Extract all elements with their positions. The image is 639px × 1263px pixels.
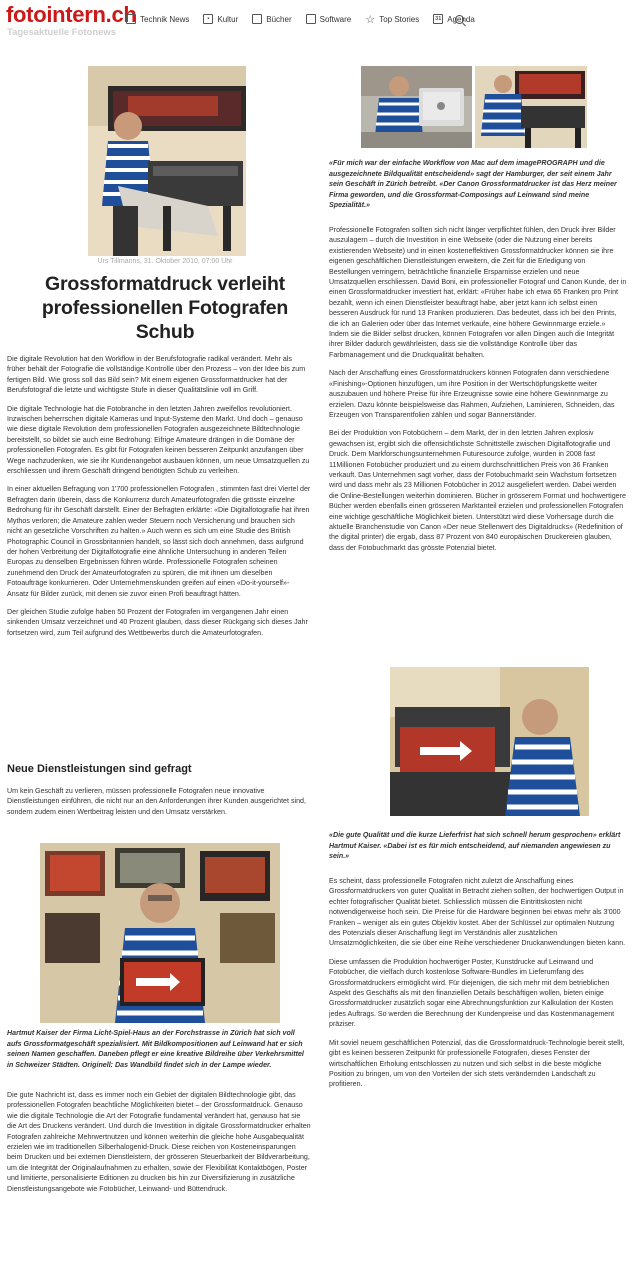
nav-label: Kultur (217, 14, 239, 24)
site-logo[interactable]: fotointern.ch (6, 2, 137, 27)
photo-printer-left-image (88, 66, 246, 256)
left-column-good-news (7, 1090, 311, 1202)
photo-man-holding-print (40, 843, 280, 1023)
paragraph: Der gleichen Studie zufolge haben 50 Prozent der Fotografen im vergangenen Jahr einen sinkenden Umsatz verzeichnet und 40 Prozent glauben, dass dieser Rückgang sich dieses Jahr fortsetzen wird, zum Teil aufgrund des Wettbewerbs durch die Amateurfotografen. (7, 607, 308, 637)
right-column-conclusion (329, 876, 627, 1098)
paragraph: Es scheint, dass professionelle Fotografen nicht zuletzt die Anschaffung eines Grossformatdruckers von guter Qualität in Betracht ziehen sollten, der hochwertigen Output in echter fotografischer Qualität bietet. Schliesslich müssen die Eintrittskosten nicht notwendigerweise hoch sein. Die Preise für die Hardware beginnen bei etwas mehr als 3'000 Franken – weniger als ein gutes Objektiv kostet. Aber der Schlüssel zur optimalen Nutzung des Potenzials dieser Anschaffung liegt im Verständnis aller zusätzlichen Umsatzmöglichkeiten, die sie über eine Reihe verschiedener Druckanwendungen bieten kann. (329, 877, 626, 948)
tablet-icon (126, 14, 136, 24)
left-column-intro (7, 354, 311, 646)
photo-printer-right-image (475, 66, 587, 148)
photo-printer-output (390, 667, 589, 816)
nav-label: Bücher (266, 14, 292, 24)
calendar-icon: 31 (435, 16, 442, 22)
paragraph: Um kein Geschäft zu verlieren, müssen professionelle Fotografen neue innovative Dienstleistungen einführen, die nicht nur an den Anforderungen ihrer Kunden ausgerichtet sind, sondern zudem einen Wertbeitrag leisten und den Umsatz verstärken. (7, 787, 306, 816)
site-tagline: Tagesaktuelle Fotonews (7, 27, 117, 38)
photo-printer-left (88, 66, 246, 256)
article-title: Grossformatdruck verleiht professionellen Fotografen Schub (41, 273, 289, 343)
paragraph: In einer aktuellen Befragung von 1'700 professionellen Fotografen , stimmten fast drei Viertel der Befragten darin überein, dass die Konkurrenz durch Amateurfotografen die grösste einzelne Bedrohung für ihr Geschäft darstellt. Einer der Befragten erklärte: «Die Digitalfotografie hat ihren Mythos verloren; die Amateure zahlen weder Steuern noch Versicherung und brauchen sich nicht an gesetzliche Vorschriften zu halten.» Auch wenn es sich um eine Studie des British Photographic Council in Grossbritannien handelt, so lässt sich doch annehmen, dass aufgrund der hohen Verbreitung der Digitalfotografie eine ähnliche Untersuchung in anderen Teilen Europas zu denselben Ergebnissen führen würde. Professionelle Fotografen scheinen zunehmend den Druck der Amateurfotografen zu spüren, die mit ihnen um dieselben Fotoaufträge konkurrieren. Oder Unternehmenskunden greifen auf einen «Do-it-yourself»-Ansatz für Bilder zurück, mit denen sie zuvor einen Profi beauftragt hätten. (7, 485, 311, 598)
right-column-main (329, 225, 627, 561)
paragraph: Die digitale Revolution hat den Workflow in der Berufsfotografie radikal verändert. Mehr als früher behält der Fotografie die vollständige Kontrolle über den Prozess – von der Idee bis zum fertigen Bild. Wie gross soll das Bild sein? Mit einem eigenen Grossformatdrucker hat der Berufsfotograf die letzte und wichtigste Stufe in dieser Qualitätslinie voll im Griff. (7, 355, 306, 395)
nav-item-technik-news[interactable] (126, 14, 189, 24)
paragraph: Professionelle Fotografen sollten sich nicht länger verpflichtet fühlen, den Druck ihrer Bilder auszulagern – durch die Investition in eine Webseite (oder die Nutzung einer bereits existierenden Webseite) und in einen kosteneffektiven Grossformatdrucker können sie ihre eigenen geschäftlichen Dienstleistungen erweitern, die Zeit für die Erledigung von Bestellungen verringern, beträchtliche finanzielle Ersparnisse erzielen und neue Umsatzquellen erschliessen. David Boni, ein professioneller Fotograf und Canon Kunde, der in einen Grossformatdrucker investiert hat, erklärt: «Früher habe ich etwa 65 Franken pro Print bezahlt, wenn ich einen Dienstleister beauftragt habe, aber jetzt kann ich selbst einen besseren Ausdruck für rund 13 Franken produzieren. Das bedeutet, dass ich bei den Prints, die ich an Galerien oder über das Internet verkaufe, eine höhere Gewinnmarge erziele.» Indem sie die Bilder selbst drucken, können Fotografen vor allen Dingen auch die Integrität ihrer Bilder dadurch gewährleisten, dass sie die vollständige Kontrolle über das Farbmanagement und die Druckqualität behalten. (329, 226, 627, 359)
photo-printer-right (475, 66, 587, 148)
nav-item-kultur[interactable] (203, 14, 238, 24)
nav-label: Top Stories (379, 14, 420, 24)
section-heading: Neue Dienstleistungen sind gefragt (7, 763, 192, 775)
photo-printer-output-image (390, 667, 589, 816)
search-icon[interactable] (455, 15, 464, 24)
article-byline: Urs Tillmanns, 31. Oktober 2010, 07:00 Uhr (97, 258, 233, 265)
star-icon: ☆ (365, 14, 376, 26)
photo-mac-workstation-image (361, 66, 472, 148)
picture-icon: ▪ (203, 14, 213, 24)
paragraph: Bei der Produktion von Fotobüchern – dem Markt, der in den letzten Jahren explosiv gewachsen ist, ergibt sich die offensichtlichste Schnittstelle zwischen Digitalfotografie und Druck. Dem Markforschungsunternehmen Futuresource zufolge, wurden in 2008 fast 11Millionen Fotobücher produziert und zu einem durchschnittlichen Preis von 36 Franken verkauft. Das Unternehmen sagt vorher, dass der Fotobuchmarkt sein Wachstum fortsetzen wird und dass mehr als 23 Millionen Fotobücher in 2012 ausgeliefert werden. Dabei werden die Online-Bestellungen weiterhin dominieren. Bücher in grösserem Format und hochwertigere Bücher werden ebenfalls einen grösseren Marktanteil erzielen und professionellen Fotografen eine wichtige geschäftliche Möglichkeit bieten. Unterstützt wird diese Vorhersage durch die aktuelle Branchenstudie von Canon «Der neue Stellenwert des Digitaldrucks» (Redefinition of the digital printer) die ergab, dass 87 Prozent von 840 europäischen Druckereien glauben, dass der Fotobuchmarkt das grösste Potenzial bietet. (329, 429, 626, 552)
photo-mac-workstation (361, 66, 472, 148)
paragraph: Die digitale Technologie hat die Fotobranche in den letzten Jahren zweifellos revolutioniert. Inzwischen beherrschen digitale Kameras und Input-Systeme den Markt. Und doch – genauso wie diese digitale Revolution dem professionellen Fotografen ausgezeichnete Bildtechnologie bereitstellt, so bildet sie auch eine Bedrohung: Eifrige Amateure drängen in die Domäne der professionellen Fotografen. Es gibt für Fotografen keinen besseren Zeitpunkt anzufangen über Wege nachzudenken, wie sie ihr Kundenangebot ausbauen können, um neue Umsatzquellen zu erschliessen und ihrem Geschäft dringend benötigten Schub zu verleihen. (7, 404, 310, 476)
photo-caption-right-top: «Für mich war der einfache Workflow von Mac auf dem imagePROGRAPH und die ausgezeichnete Bildqualität entscheidend» sagt der Hamburger, der seit einem Jahr sein Geschäft in Zürich betreibt. «Der Canon Grossformatdrucker ist das Herz meiner Firma geworden, und die Grossformat-Composings auf Leinwand sind meine Spezialität.» (329, 159, 617, 210)
site-header (0, 0, 639, 44)
laptop-icon (306, 14, 316, 24)
nav-item-top-stories[interactable] (365, 15, 419, 24)
photo-caption-right-bottom: «Die gute Qualität und die kurze Lieferfrist hat sich schnell herum gesprochen» erklärt Hartmut Kaiser. «Dabei ist es für mich entscheidend, auf niemanden angewiesen zu sein.» (329, 831, 621, 861)
photo-man-holding-print-image (40, 843, 280, 1023)
photo-caption-left: Hartmut Kaiser der Firma Licht-Spiel-Haus an der Forchstrasse in Zürich hat sich voll aufs Grossformatgeschäft spezialisiert. Mit Bildkompositionen auf Leinwand hat er sich seinen Namen geschaffen. Daneben pflegt er eine kreative Bildreihe über Verkehrsmittel in Schweizer Städten. Originell: Das Wandbild findet sich in der Lampe wieder. (7, 1029, 304, 1069)
book-icon (252, 14, 262, 24)
nav-label: Agenda (447, 14, 475, 24)
paragraph: Diese umfassen die Produktion hochwertiger Poster, Kunstdrucke auf Leinwand und Fotobücher, die vielfach durch kostenlose Software-Bundles im Lieferumfang des Grossformatdruckers ermöglicht wird. Für diejenigen, die sich mehr mit dem betrieblichen Aspekt des Geschäfts als mit den finanziellen Details beschäftigen wollen, bieten einige Grossformatdrucker zusätzlich sogar eine Abrechnungsfunktion zur Kalkulation der Kosten jedes Auftrags. So werden die Berechnung der Kundenpreise und das Kostenmanagement präziser. (329, 957, 615, 1029)
nav-item-buecher[interactable] (252, 14, 291, 24)
paragraph: Die gute Nachricht ist, dass es immer noch ein Gebiet der digitalen Bildtechnologie gibt, das professionellen Fotografen beachtliche Möglichkeiten bietet – der Grossformatdruck. Genauso wie die digitale Technologie die Art der Fotografie fundamental verändert hat, genauso hat sie die Art des Druckens verändert. Und durch die Investition in digitale Grossformatdrucker erhalten Fotografen zahlreiche Mehrwertnutzen und können weiterhin die gleiche hohe Ausgabequalität erzielen wie im traditionellen Silberhalogenid-Druck. Diese reichen von Kosteneinsparungen beim Drucken und bei externen Dienstleistern, der grösseren Steuerbarkeit der Bildverarbeitung, um die Integrität der Originalaufnahmen zu erhalten, sowie der Flexibilität Kontaktbögen, Poster und limitierte, personalisierte Editionen zu drucken bis hin zur Diversifizierung in zusätzliche Dienstleistungsangebote wie Fotobücher, Leinwand- und Büttendruck. (7, 1091, 311, 1193)
nav-label: Technik News (140, 14, 190, 24)
nav-item-software[interactable] (306, 14, 352, 24)
nav-label: Software (319, 14, 352, 24)
paragraph: Nach der Anschaffung eines Grossformatdruckers können Fotografen dann verschiedene «Finishing»-Optionen hinzufügen, um ihre Position in der Wertschöpfungskette weiter auszubauen und höhere Preise für ihre Erzeugnisse sowie eine höhere Gewinnmarge zu erzielen. Dazu könnte beispielsweise das Rahmen, Aufziehen, Laminieren, Schneiden, das Erzeugen von Transparentfolien zählen und sogar Bannerständer. (329, 369, 615, 419)
paragraph: Mit soviel neuem geschäftlichen Potenzial, das die Grossformatdruck-Technologie bereit stellt, gibt es keinen besseren Zeitpunkt für professionelle Fotografen, dieses Fenster der wirtschaftlichen Erholung entschlossen zu nutzen und sich selbst in die beste mögliche Position zu bringen, um von den Vorteilen der sich stets verändernden Landschaft zu profitieren. (329, 1038, 625, 1089)
main-nav (126, 14, 489, 24)
left-column-services (7, 786, 307, 825)
